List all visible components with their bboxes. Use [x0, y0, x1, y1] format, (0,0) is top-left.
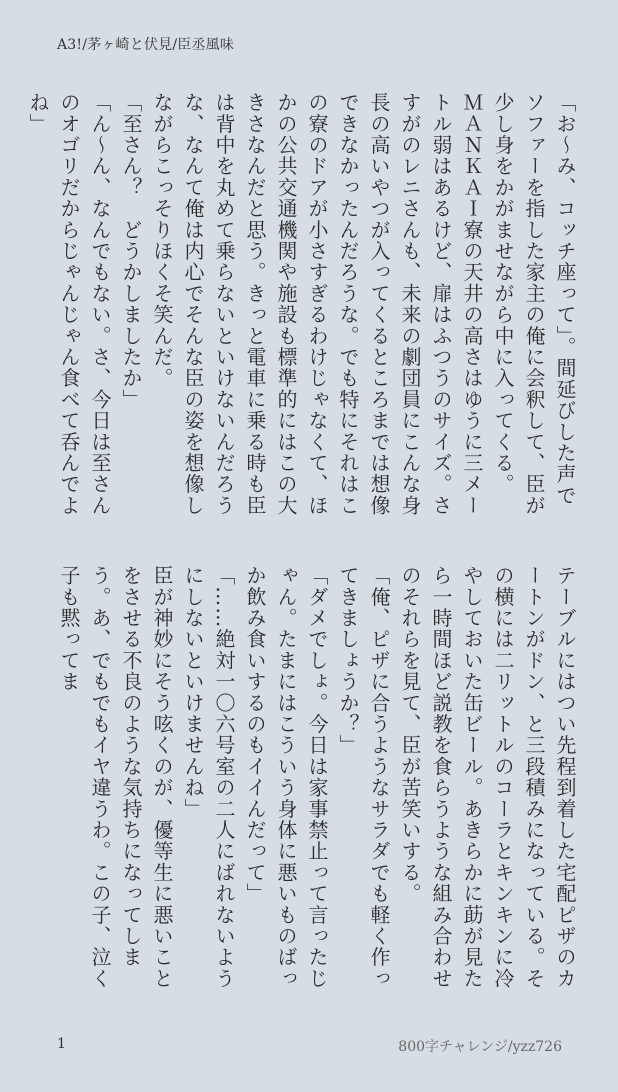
paragraph: 「……絶対一〇六号室の二人にばれないようにしないといけませんね」: [181, 565, 236, 989]
text-block-lower: [40, 565, 580, 995]
text-block-upper: [26, 92, 580, 522]
credit-text: 800字チャレンジ/yzz726: [398, 1039, 562, 1055]
paragraph: 「ん〜ん、なんでもない。さ、今日は至さんのオゴリだからじゃんじゃん食べて呑んでよね」: [26, 92, 112, 516]
paragraph: 「至さん？ どうかしましたか」: [119, 92, 143, 410]
paragraph: ＭＡＮＫＡＩ寮の天井の高さはゆうに三メートル弱はあるけど、扉はふつうのサイズ。さすがのレニさんも、未来の劇団員にこんな身長の高いやつが入ってくるところまでは想像できなかったんだろうな。でも特にそれはこの寮のドアが小さすぎるわけじゃなくて、ほかの公共交通機関や施設も標準的にはこの大きさなんだと思う。きっと電車に乗る時も臣は背中を丸めて乗らないといけないんだろうな、なんて俺は内心でそんな臣の姿を想像しながらこっそりほくそ笑んだ。: [150, 92, 484, 516]
paragraph: 臣が神妙にそう呟くのが、優等生に悪いことをさせる不良のような気持ちになってしまう。あ、でもでもイヤ違うわ。この子、泣く子も黙ってま: [57, 565, 174, 989]
paragraph: テーブルにはつい先程到着した宅配ピザのカートンがドン、と三段積みになっている。その横には二リットルのコーラとキンキンに冷やしておいた缶ビール。あきらかに莇が見たら一時間ほど説教を食らうような組み合わせのそれらを見て、臣が苦笑いする。: [398, 565, 577, 989]
paragraph: 「俺、ピザに合うようなサラダでも軽く作ってきましょうか？」: [336, 565, 391, 989]
page-header-title: A3!/茅ヶ崎と伏見/臣丞風味: [57, 37, 235, 53]
paragraph: 「お〜み、コッチ座って」。間延びした声でソファーを指した家主の俺に会釈して、臣が少し身をかがませながら中に入ってくる。: [491, 92, 577, 516]
paragraph: 「ダメでしょ。今日は家事禁止って言ったじゃん。たまにはこういう身体に悪いものばっか飲み食いするのもイイんだって」: [243, 565, 329, 989]
page-number: 1: [57, 1036, 66, 1052]
